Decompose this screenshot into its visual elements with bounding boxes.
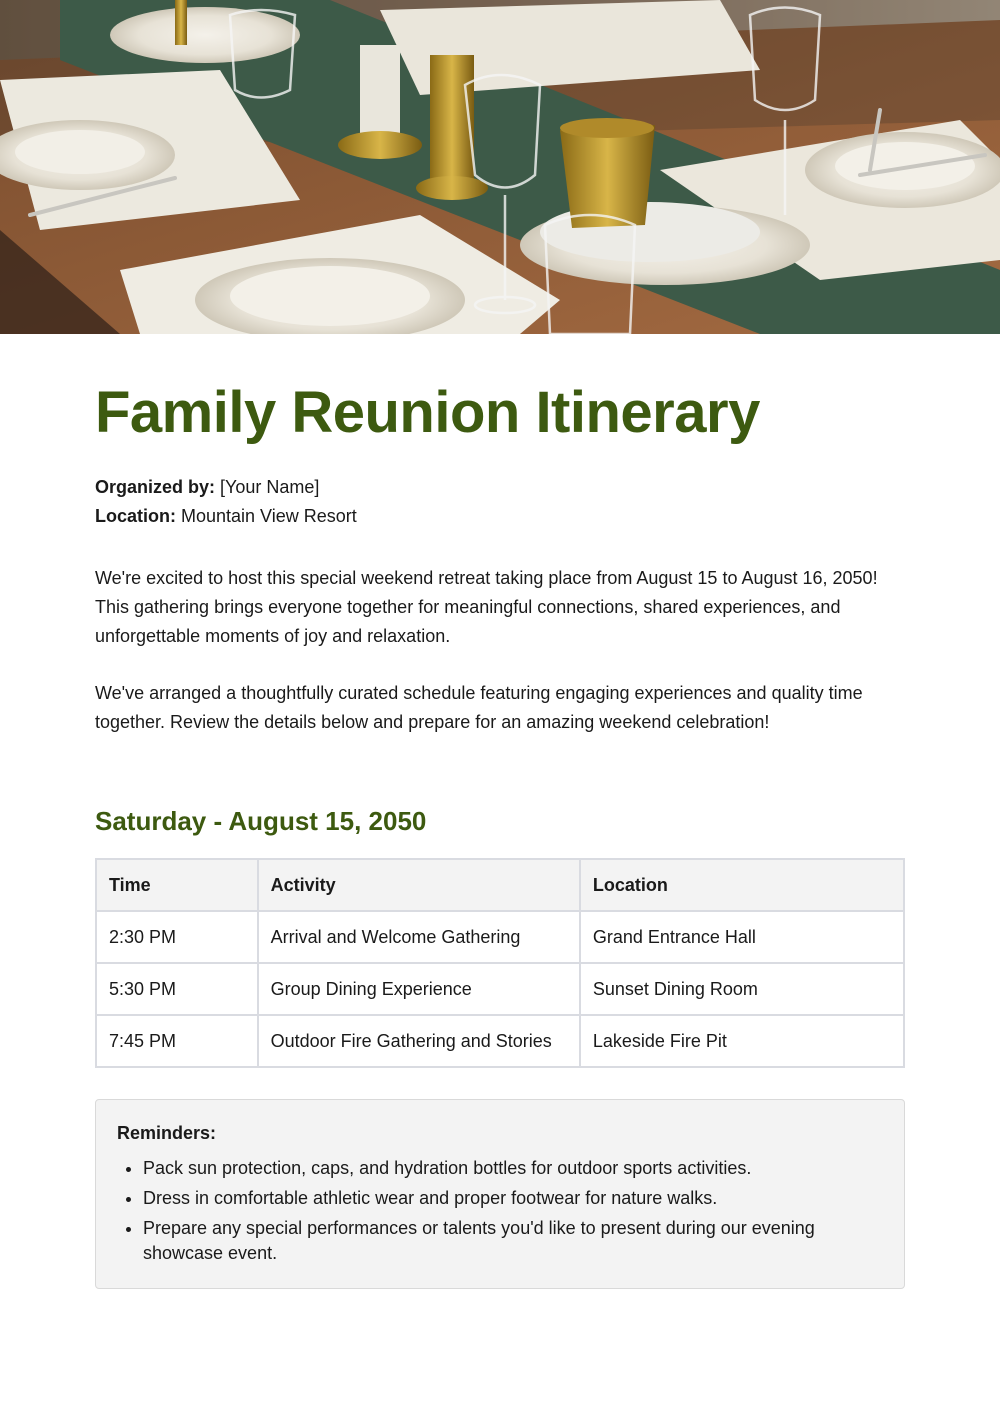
cell-time: 2:30 PM: [96, 911, 258, 963]
table-row: [96, 963, 904, 1015]
cell-time: 5:30 PM: [96, 963, 258, 1015]
list-item: • Prepare any special performances or talents you'd like to present during our evening showcase event.: [143, 1216, 883, 1266]
table-row: [96, 1015, 904, 1067]
table-header-row: [96, 859, 904, 911]
cell-location: Lakeside Fire Pit: [580, 1015, 904, 1067]
cell-activity: Outdoor Fire Gathering and Stories: [258, 1015, 580, 1067]
reminders-heading: Reminders:: [117, 1123, 217, 1143]
page-title: Family Reunion Itinerary: [95, 380, 760, 445]
day-heading: Saturday - August 15, 2050: [95, 806, 427, 836]
schedule-table: [95, 858, 905, 1068]
meta-block: [95, 473, 905, 531]
cell-location: Sunset Dining Room: [580, 963, 904, 1015]
column-header-activity: Activity: [258, 859, 580, 911]
organizer-value: [Your Name]: [215, 477, 320, 497]
list-item: • Pack sun protection, caps, and hydration bottles for outdoor sports activities.: [143, 1156, 883, 1181]
document-body: [95, 334, 905, 1289]
cell-activity: Arrival and Welcome Gathering: [258, 911, 580, 963]
intro-paragraph: We've arranged a thoughtfully curated schedule featuring engaging experiences and quality time together. Review the details below and prepare for an amazing weekend celebration!: [95, 683, 863, 732]
table-row: [96, 911, 904, 963]
location-value: Mountain View Resort: [176, 506, 357, 526]
column-header-time: Time: [96, 859, 258, 911]
cell-time: 7:45 PM: [96, 1015, 258, 1067]
list-item: • Dress in comfortable athletic wear and proper footwear for nature walks.: [143, 1186, 883, 1211]
location-line: [95, 502, 905, 531]
location-label: Location:: [95, 506, 176, 526]
cell-location: Grand Entrance Hall: [580, 911, 904, 963]
organizer-label: Organized by:: [95, 477, 216, 497]
cell-activity: Group Dining Experience: [258, 963, 580, 1015]
column-header-location: Location: [580, 859, 904, 911]
hero-image: [0, 0, 1000, 334]
organizer-line: [95, 473, 905, 502]
reminders-panel: [95, 1099, 905, 1289]
reminders-list: [117, 1156, 883, 1266]
intro-paragraph: We're excited to host this special weekend retreat taking place from August 15 to August 16, 2050! This gathering brings everyone together for meaningful connections, shared experiences, and unforgettable moments of joy and relaxation.: [95, 568, 878, 646]
